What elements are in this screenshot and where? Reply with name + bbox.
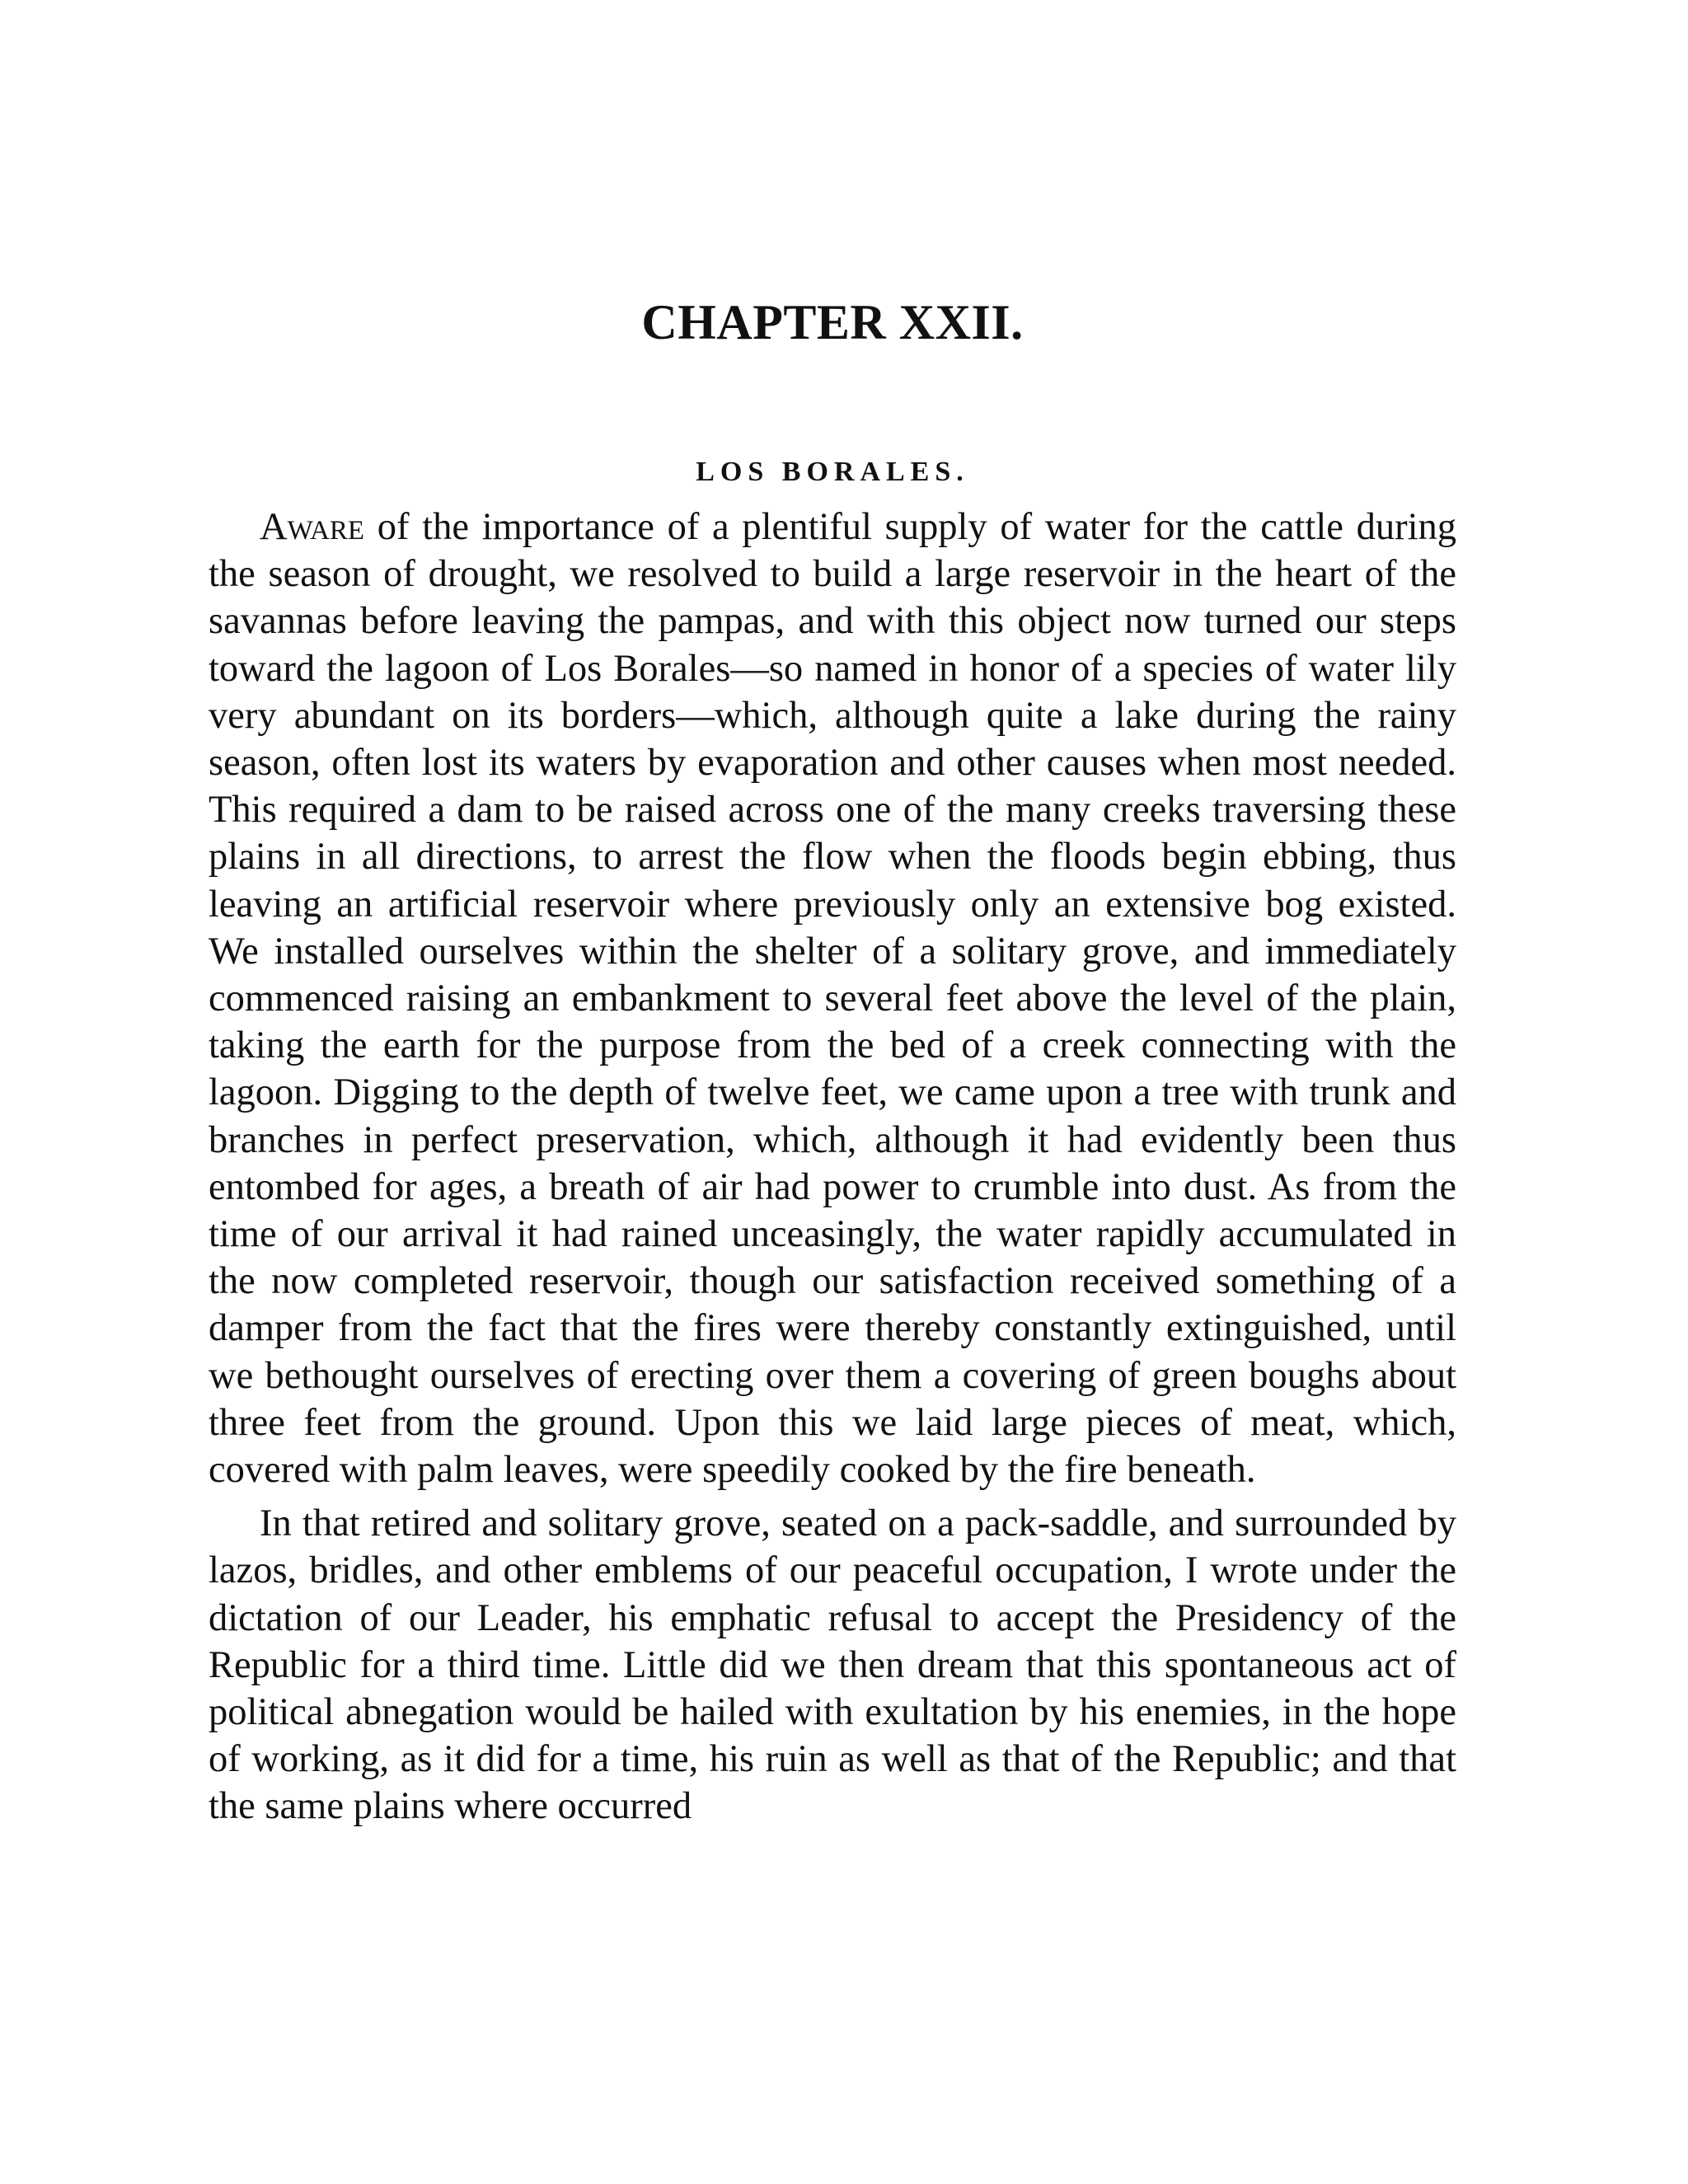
paragraph-2 (209, 1500, 1456, 1830)
paragraph-1-text: of the importance of a plentiful supply of water for the cattle during the season of drought, we resolved to build a large reservoir in the heart of the savannas before leaving the pampas, and with this object now turned our steps toward the lagoon of Los Borales—so named in honor of a species of water lily very abundant on its borders—which, although quite a lake during the rainy season, often lost its waters by evaporation and other causes when most needed. This required a dam to be raised across one of the many creeks traversing these plains in all directions, to arrest the flow when the floods begin ebbing, thus leaving an artificial reservoir where previously only an extensive bog existed. We installed ourselves within the shelter of a solitary grove, and immediately commenced raising an embankment to several feet above the level of the plain, taking the earth for the purpose from the bed of a creek connecting with the lagoon. Digging to the depth of twelve feet, we came upon a tree with trunk and branches in perfect preservation, which, although it had evidently been thus entombed for ages, a breath of air had power to crumble into dust. As from the time of our arrival it had rained unceasingly, the water rapidly accumulated in the now completed reservoir, though our satisfaction received something of a damper from the fact that the fires were thereby constantly extinguished, until we bethought ourselves of erecting over them a covering of green boughs about three feet from the ground. Upon this we laid large pieces of meat, which, covered with palm leaves, were speedily cooked by the fire beneath. (209, 506, 1456, 1492)
chapter-title: CHAPTER XXII. (641, 295, 1024, 349)
paragraph-1 (209, 504, 1456, 1493)
chapter-body (209, 504, 1456, 1830)
paragraph-lead-word: Aware (260, 506, 365, 548)
paragraph-2-text: In that retired and solitary grove, seated on a pack-saddle, and surrounded by lazos, bridles, and other emblems of our peaceful occupation, I wrote under the dictation of our Leader, his emphatic refusal to accept the Presidency of the Republic for a third time. Little did we then dream that this spontaneous act of political abnegation would be hailed with exultation by his enemies, in the hope of working, as it did for a time, his ruin as well as that of the Republic; and that the same plains where occurred (209, 1502, 1456, 1828)
book-page (209, 293, 1456, 1837)
chapter-subtitle: LOS BORALES. (696, 457, 969, 487)
